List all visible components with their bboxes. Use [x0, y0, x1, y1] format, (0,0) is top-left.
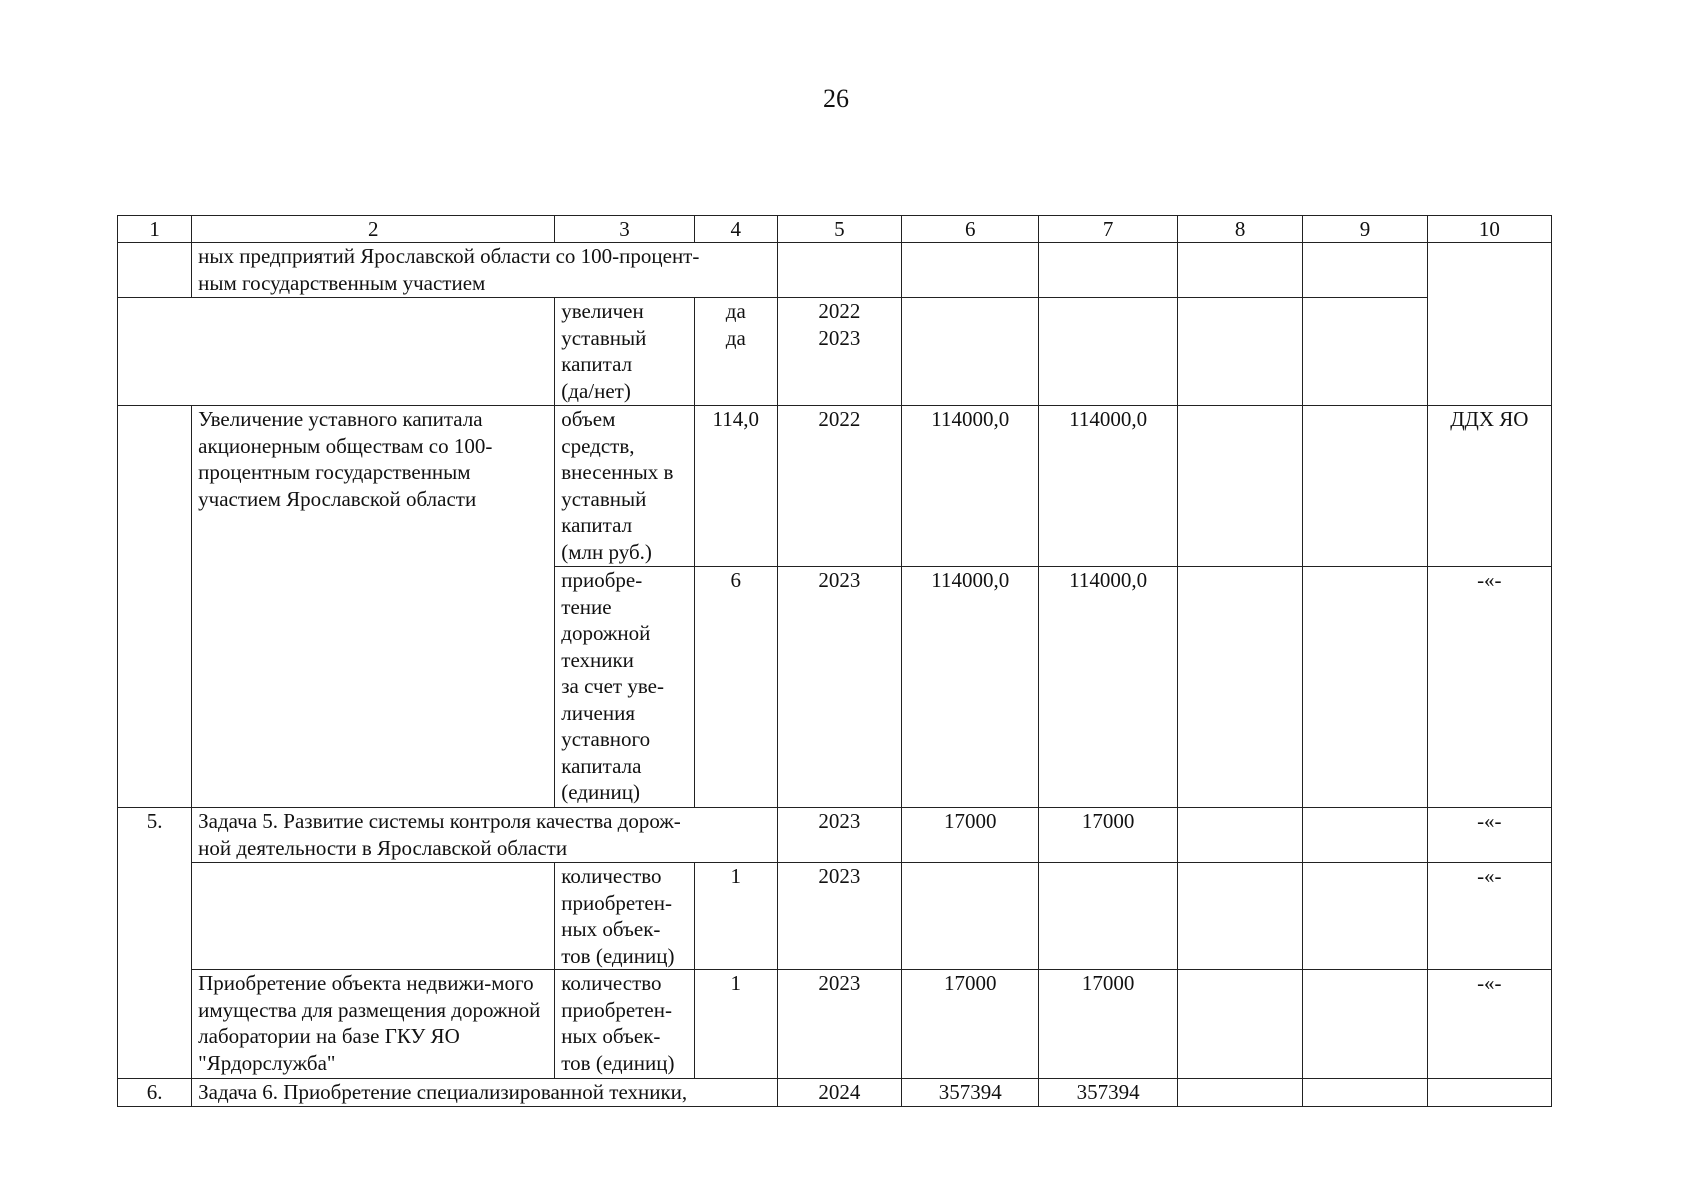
cell-value: 114,0 — [694, 406, 777, 567]
task-text: Задача 6. Приобретение специализированной техники, — [192, 1079, 778, 1107]
text-line: дорожной — [561, 621, 651, 645]
column-header: 6 — [902, 216, 1039, 243]
text-line: личения — [561, 700, 636, 725]
cell-col9 — [1303, 1079, 1427, 1107]
text-line: внесенных в — [561, 460, 674, 484]
text-line: количество — [561, 864, 662, 888]
text-line: тение — [561, 594, 612, 619]
text-line: объем — [561, 407, 616, 431]
text-line: капитал — [561, 352, 633, 376]
cell-value: 1 — [694, 863, 777, 970]
page-number: 26 — [823, 84, 849, 113]
text-line: (единиц) — [561, 780, 640, 804]
cell-col10 — [1427, 243, 1551, 406]
cell-value: 1 — [694, 970, 777, 1079]
cell-col9 — [1303, 298, 1427, 406]
cell-col9 — [1303, 863, 1427, 970]
measure-name: Приобретение объекта недвижи-мого имущества для размещения дорожной лаборатории на базе ГКУ ЯО "Ярдорслужба" — [192, 970, 555, 1079]
text-line: средств, — [561, 433, 635, 458]
cell-col7: 114000,0 — [1039, 567, 1177, 808]
cell-col6 — [902, 243, 1039, 298]
text-line: приобре- — [561, 568, 643, 592]
text-line: (да/нет) — [561, 378, 631, 403]
column-header: 10 — [1427, 216, 1551, 243]
cell-executor: -«- — [1427, 863, 1551, 970]
cell-col9 — [1303, 567, 1427, 808]
table-row — [118, 970, 1552, 1079]
text-line: капитал — [561, 513, 633, 537]
cell-num — [118, 243, 192, 298]
column-header: 5 — [777, 216, 901, 243]
cell-year: 2022 — [777, 406, 901, 567]
cell-col9 — [1303, 808, 1427, 863]
cell-col9 — [1303, 970, 1427, 1079]
column-header: 7 — [1039, 216, 1177, 243]
cell-indicator — [555, 567, 695, 808]
table-row — [118, 1079, 1552, 1107]
table-row — [118, 243, 1552, 298]
cell-year — [777, 243, 901, 298]
cell-year: 2023 — [777, 808, 901, 863]
cell-col6 — [902, 298, 1039, 406]
measure-name: Увеличение уставного капитала акционерным обществам со 100-процентным государственным участием Ярославской области — [192, 406, 555, 808]
cell-col8 — [1177, 1079, 1302, 1107]
cell-year — [777, 298, 901, 406]
text-line: увеличен — [561, 299, 644, 323]
text-line: приобретен- — [561, 890, 672, 915]
cell-col7 — [1039, 298, 1177, 406]
continued-task-text — [192, 243, 778, 298]
column-header: 9 — [1303, 216, 1427, 243]
cell-indicator — [555, 970, 695, 1079]
cell-col6: 17000 — [902, 970, 1039, 1079]
column-header: 4 — [694, 216, 777, 243]
cell-indicator — [555, 406, 695, 567]
cell-value — [694, 298, 777, 406]
cell-col7: 114000,0 — [1039, 406, 1177, 567]
column-header: 3 — [555, 216, 695, 243]
text-line: за счет уве- — [561, 674, 664, 698]
table-header-row — [118, 216, 1552, 243]
text-line: уставный — [561, 325, 647, 350]
text-line: Задача 5. Развитие системы контроля качества дорож- — [198, 809, 681, 833]
text-line: техники — [561, 647, 634, 672]
cell-year: 2023 — [777, 970, 901, 1079]
text-line: ной деятельности в Ярославской области — [198, 835, 568, 860]
text-line: уставный — [561, 486, 647, 511]
cell-col9 — [1303, 406, 1427, 567]
task-number: 6. — [118, 1079, 192, 1107]
task-text — [192, 808, 778, 863]
cell-col6: 17000 — [902, 808, 1039, 863]
text-line: количество — [561, 971, 662, 995]
cell-indicator — [555, 298, 695, 406]
column-header: 2 — [192, 216, 555, 243]
table-row — [118, 863, 1552, 970]
cell-col8 — [1177, 808, 1302, 863]
text-line: ных объек- — [561, 1024, 661, 1048]
cell-col7: 357394 — [1039, 1079, 1177, 1107]
cell-year: 2023 — [777, 863, 901, 970]
cell-num — [118, 406, 192, 808]
cell-executor: -«- — [1427, 808, 1551, 863]
task-number: 5. — [118, 808, 192, 1079]
cell-empty — [118, 298, 555, 406]
text-line: тов (единиц) — [561, 1050, 675, 1075]
text-line: ных предприятий Ярославской области со 100-процент- — [198, 244, 700, 268]
cell-executor: -«- — [1427, 567, 1551, 808]
column-header: 8 — [1177, 216, 1302, 243]
cell-year: 2023 — [777, 567, 901, 808]
cell-col8 — [1177, 406, 1302, 567]
cell-col10 — [1427, 1079, 1551, 1107]
text-line: капитала — [561, 753, 642, 778]
text-line: уставного — [561, 727, 651, 751]
cell-col8 — [1177, 863, 1302, 970]
cell-executor: -«- — [1427, 970, 1551, 1079]
cell-col7 — [1039, 243, 1177, 298]
year-line: 2023 — [818, 325, 861, 350]
cell-year: 2024 — [777, 1079, 901, 1107]
text-line: ным государственным участием — [198, 270, 486, 295]
year-line: 2022 — [818, 299, 861, 323]
text-line: приобретен- — [561, 997, 672, 1022]
column-header: 1 — [118, 216, 192, 243]
cell-col6: 114000,0 — [902, 406, 1039, 567]
cell-col8 — [1177, 567, 1302, 808]
cell-col6 — [902, 863, 1039, 970]
cell-col7: 17000 — [1039, 808, 1177, 863]
cell-executor: ДДХ ЯО — [1427, 406, 1551, 567]
text-line: ных объек- — [561, 917, 661, 941]
cell-col6: 357394 — [902, 1079, 1039, 1107]
table-row — [118, 808, 1552, 863]
cell-col7: 17000 — [1039, 970, 1177, 1079]
text-line: тов (единиц) — [561, 943, 675, 968]
cell-col8 — [1177, 970, 1302, 1079]
cell-indicator — [555, 863, 695, 970]
cell-value: 6 — [694, 567, 777, 808]
text-line: (млн руб.) — [561, 539, 652, 564]
cell-col8 — [1177, 298, 1302, 406]
value-line: да — [725, 325, 746, 350]
program-table — [117, 215, 1552, 1107]
cell-col7 — [1039, 863, 1177, 970]
table-row — [118, 298, 1552, 406]
cell-empty — [192, 863, 555, 970]
value-line: да — [725, 299, 746, 323]
cell-col6: 114000,0 — [902, 567, 1039, 808]
cell-col9 — [1303, 243, 1427, 298]
cell-col8 — [1177, 243, 1302, 298]
table-row — [118, 406, 1552, 567]
